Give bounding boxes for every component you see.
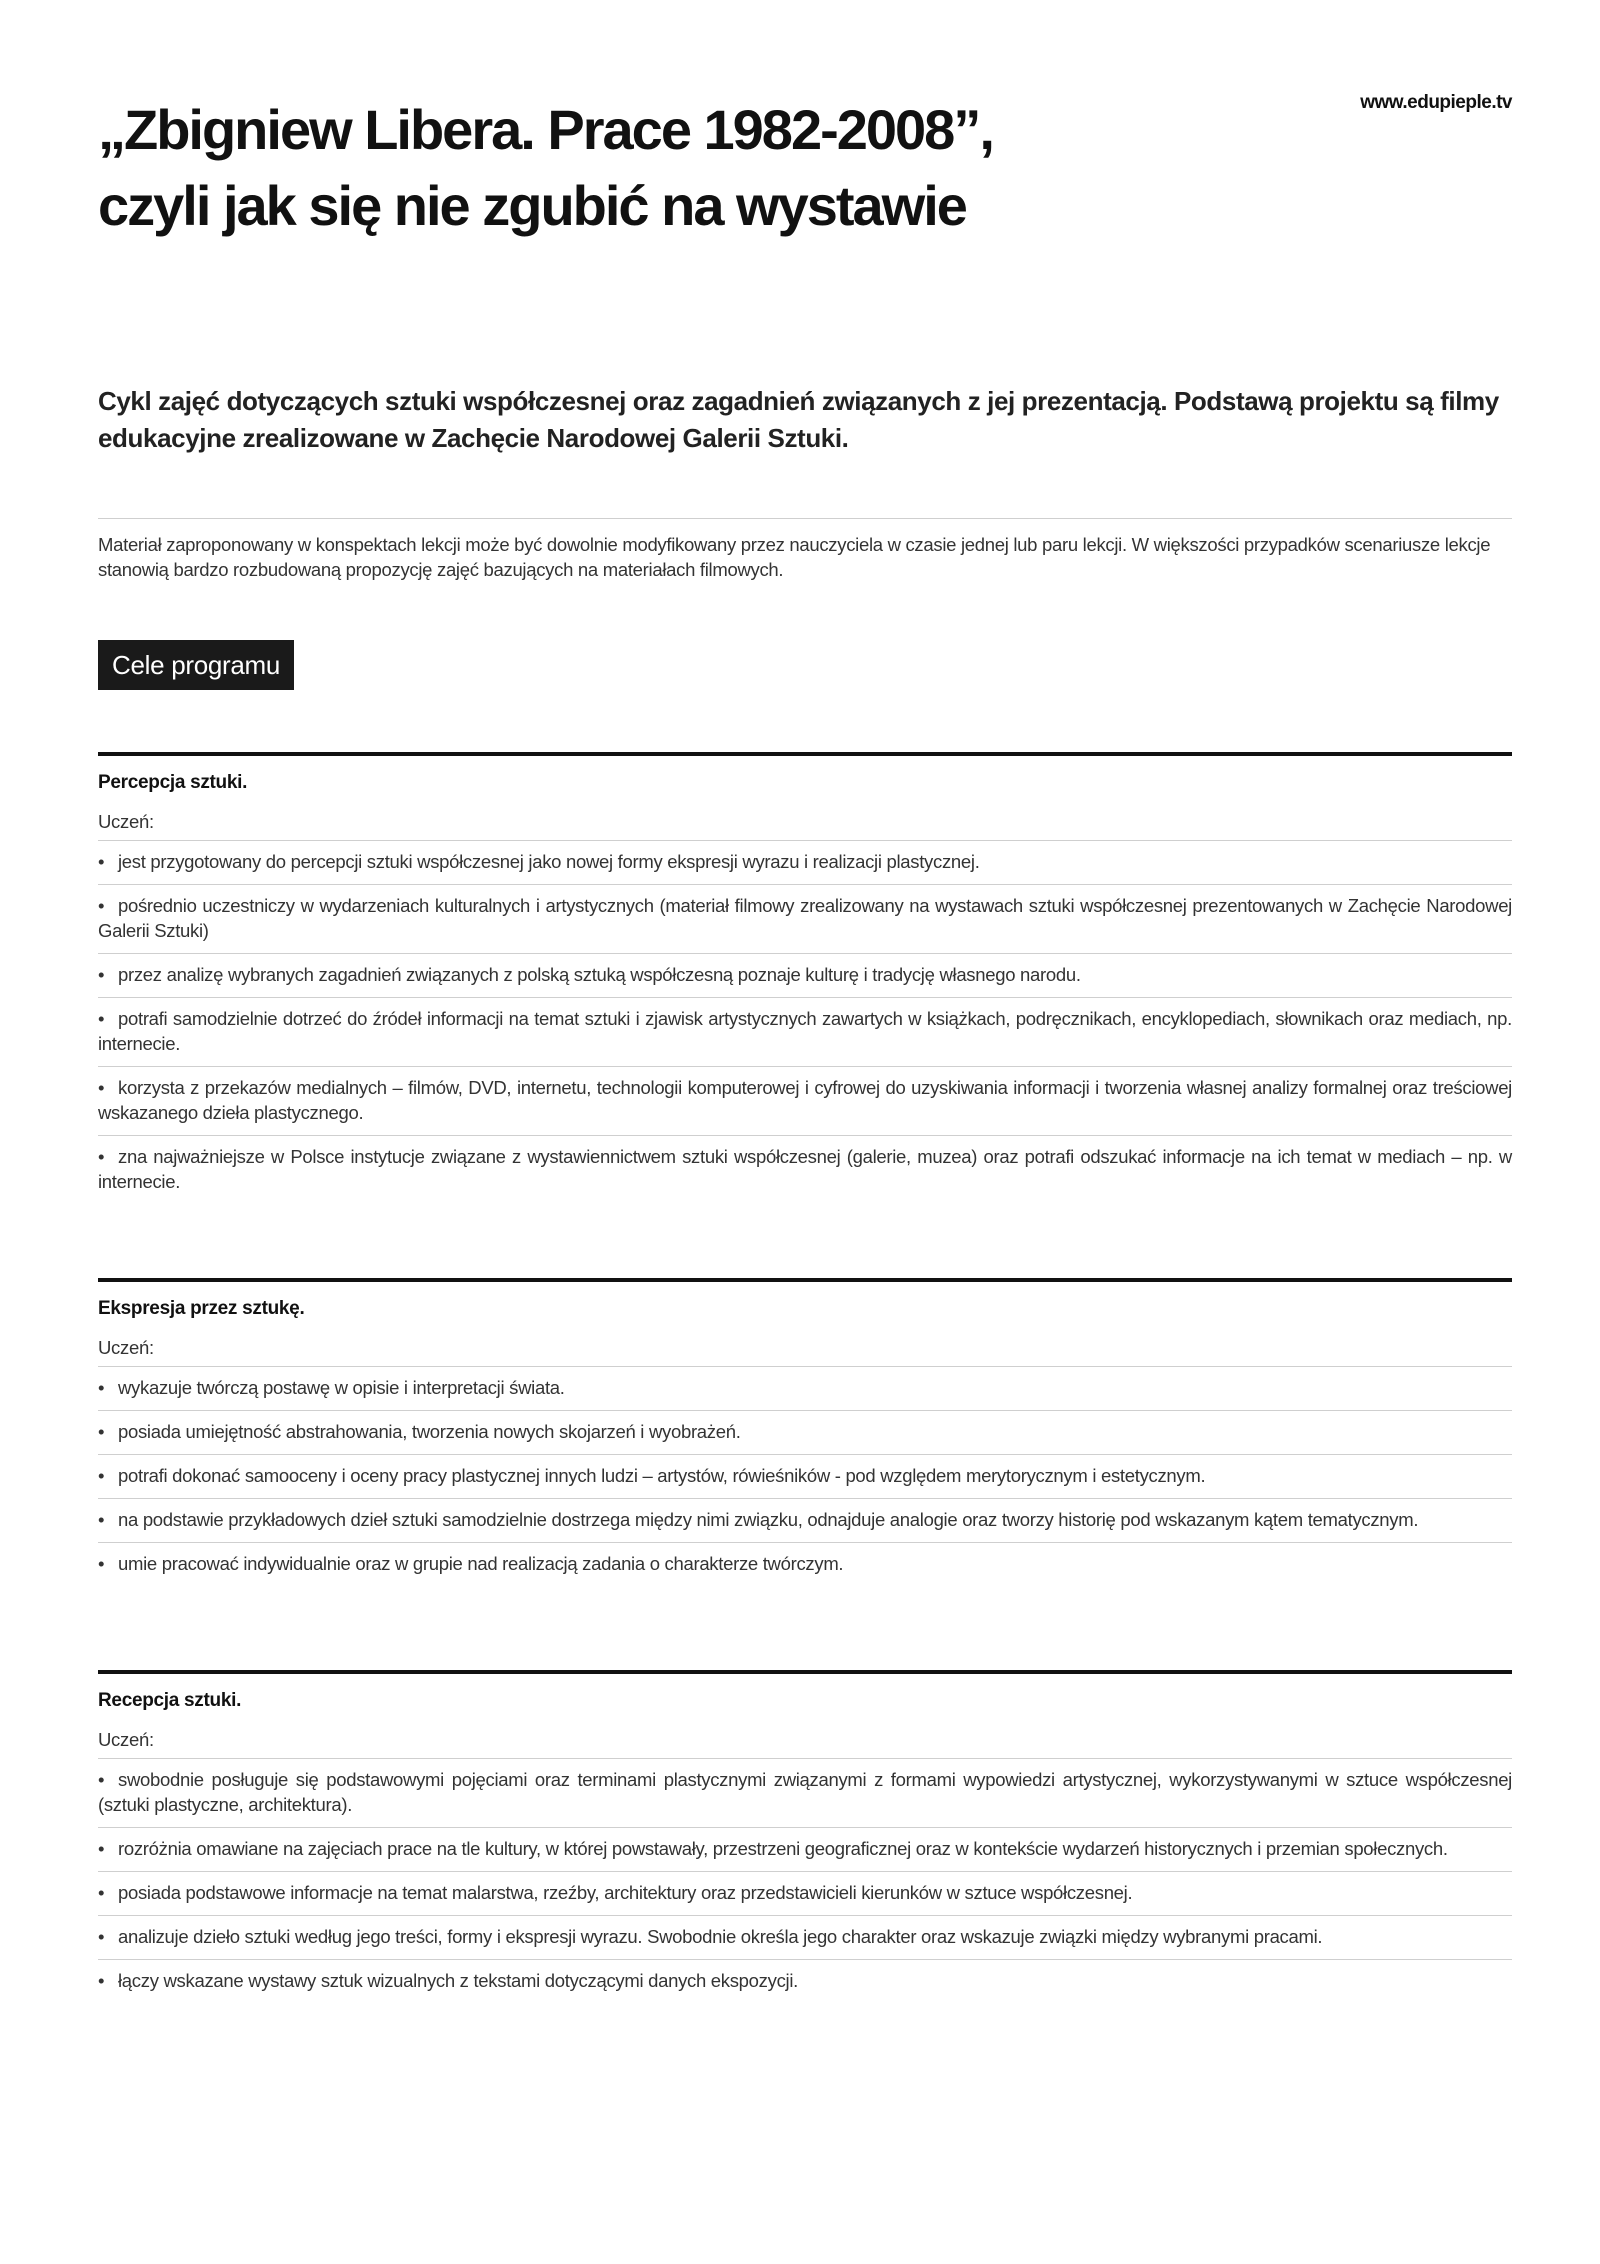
list-item: • rozróżnia omawiane na zajęciach prace na tle kultury, w której powstawały, przestrzeni geograficznej oraz w kontekście wydarzeń historycznych i przemian społecznych. xyxy=(98,1828,1512,1872)
bullet-icon: • xyxy=(98,1008,105,1029)
list-item: • łączy wskazane wystawy sztuk wizualnych z tekstami dotyczącymi danych ekspozycji. xyxy=(98,1970,798,1991)
section-heading: Ekspresja przez sztukę. xyxy=(98,1298,305,1319)
list-item: • swobodnie posługuje się podstawowymi pojęciami oraz terminami plastycznymi związanymi z formami wypowiedzi artystycznej, wykorzystywanymi w sztuce współczesnej (sztuki plastyczne, architektura). xyxy=(98,1759,1512,1828)
section-percepcja xyxy=(98,752,1512,1204)
list-item: • potrafi dokonać samooceny i oceny pracy plastycznej innych ludzi – artystów, rówieśników - pod względem merytorycznym i estetycznym. xyxy=(98,1455,1512,1499)
section-subject: Uczeń: xyxy=(98,1724,1512,1759)
bullet-icon: • xyxy=(98,1970,105,1991)
bullet-icon: • xyxy=(98,1882,105,1903)
section-heading: Recepcja sztuki. xyxy=(98,1690,242,1711)
bullet-icon: • xyxy=(98,964,105,985)
section-recepcja xyxy=(98,1670,1512,2003)
section-subject: Uczeń: xyxy=(98,1332,1512,1367)
list-item: • na podstawie przykładowych dzieł sztuki samodzielnie dostrzega między nimi związku, odnajduje analogie oraz tworzy historię pod wskazanym kątem tematycznym. xyxy=(98,1499,1512,1543)
page-title xyxy=(98,92,1248,244)
site-url[interactable]: www.edupieple.tv xyxy=(1360,92,1512,113)
section-ekspresja xyxy=(98,1278,1512,1586)
list-item: • korzysta z przekazów medialnych – filmów, DVD, internetu, technologii komputerowej i cyfrowej do uzyskiwania informacji i tworzenia własnej analizy formalnej oraz treściowej wskazanego dzieła plastycznego. xyxy=(98,1067,1512,1136)
list-item: • wykazuje twórczą postawę w opisie i interpretacji świata. xyxy=(98,1367,1512,1411)
list-item: • posiada podstawowe informacje na temat malarstwa, rzeźby, architektury oraz przedstawicieli kierunków w sztuce współczesnej. xyxy=(98,1872,1512,1916)
list-item: • pośrednio uczestniczy w wydarzeniach kulturalnych i artystycznych (materiał filmowy zrealizowany na wystawach sztuki współczesnej prezentowanych w Zachęcie Narodowej Galerii Sztuki) xyxy=(98,885,1512,954)
bullet-icon: • xyxy=(98,1553,105,1574)
bullet-icon: • xyxy=(98,851,105,872)
bullet-icon: • xyxy=(98,1769,105,1790)
bullet-icon: • xyxy=(98,1926,105,1947)
goal-list xyxy=(98,1759,1512,2003)
title-line-2: czyli jak się nie zgubić na wystawie xyxy=(98,174,966,237)
goals-label: Cele programu xyxy=(98,640,294,690)
title-line-1: „Zbigniew Libera. Prace 1982-2008”, xyxy=(98,98,993,161)
list-item: • przez analizę wybranych zagadnień związanych z polską sztuką współczesną poznaje kulturę i tradycję własnego narodu. xyxy=(98,954,1512,998)
bullet-icon: • xyxy=(98,1421,105,1442)
intro-paragraph: Materiał zaproponowany w konspektach lekcji może być dowolnie modyfikowany przez nauczyciela w czasie jednej lub paru lekcji. W większości przypadków scenariusze lekcje stanowią bardzo rozbudowaną propozycję zajęć bazujących na materiałach filmowych. xyxy=(98,518,1512,582)
list-item: • jest przygotowany do percepcji sztuki współczesnej jako nowej formy ekspresji wyrazu i realizacji plastycznej. xyxy=(98,841,1512,885)
bullet-icon: • xyxy=(98,1465,105,1486)
list-item: • umie pracować indywidualnie oraz w grupie nad realizacją zadania o charakterze twórczym. xyxy=(98,1553,844,1574)
goal-list xyxy=(98,1367,1512,1586)
lead-paragraph: Cykl zajęć dotyczących sztuki współczesnej oraz zagadnień związanych z jej prezentacją. Podstawą projektu są filmy edukacyjne zrealizowane w Zachęcie Narodowej Galerii Sztuki. xyxy=(98,386,1499,453)
list-item: • potrafi samodzielnie dotrzeć do źródeł informacji na temat sztuki i zjawisk artystycznych zawartych w książkach, podręcznikach, encyklopediach, słownikach oraz mediach, np. internecie. xyxy=(98,998,1512,1067)
section-heading: Percepcja sztuki. xyxy=(98,772,248,793)
goal-list xyxy=(98,841,1512,1204)
bullet-icon: • xyxy=(98,1146,105,1167)
list-item: • zna najważniejsze w Polsce instytucje związane z wystawiennictwem sztuki współczesnej (galerie, muzea) oraz potrafi odszukać informacje na ich temat w mediach – np. w internecie. xyxy=(98,1146,1512,1192)
section-subject: Uczeń: xyxy=(98,806,1512,841)
list-item: • analizuje dzieło sztuki według jego treści, formy i ekspresji wyrazu. Swobodnie określa jego charakter oraz wskazuje związki między wybranymi pracami. xyxy=(98,1916,1512,1960)
bullet-icon: • xyxy=(98,1077,105,1098)
bullet-icon: • xyxy=(98,895,105,916)
bullet-icon: • xyxy=(98,1838,105,1859)
bullet-icon: • xyxy=(98,1509,105,1530)
list-item: • posiada umiejętność abstrahowania, tworzenia nowych skojarzeń i wyobrażeń. xyxy=(98,1411,1512,1455)
bullet-icon: • xyxy=(98,1377,105,1398)
